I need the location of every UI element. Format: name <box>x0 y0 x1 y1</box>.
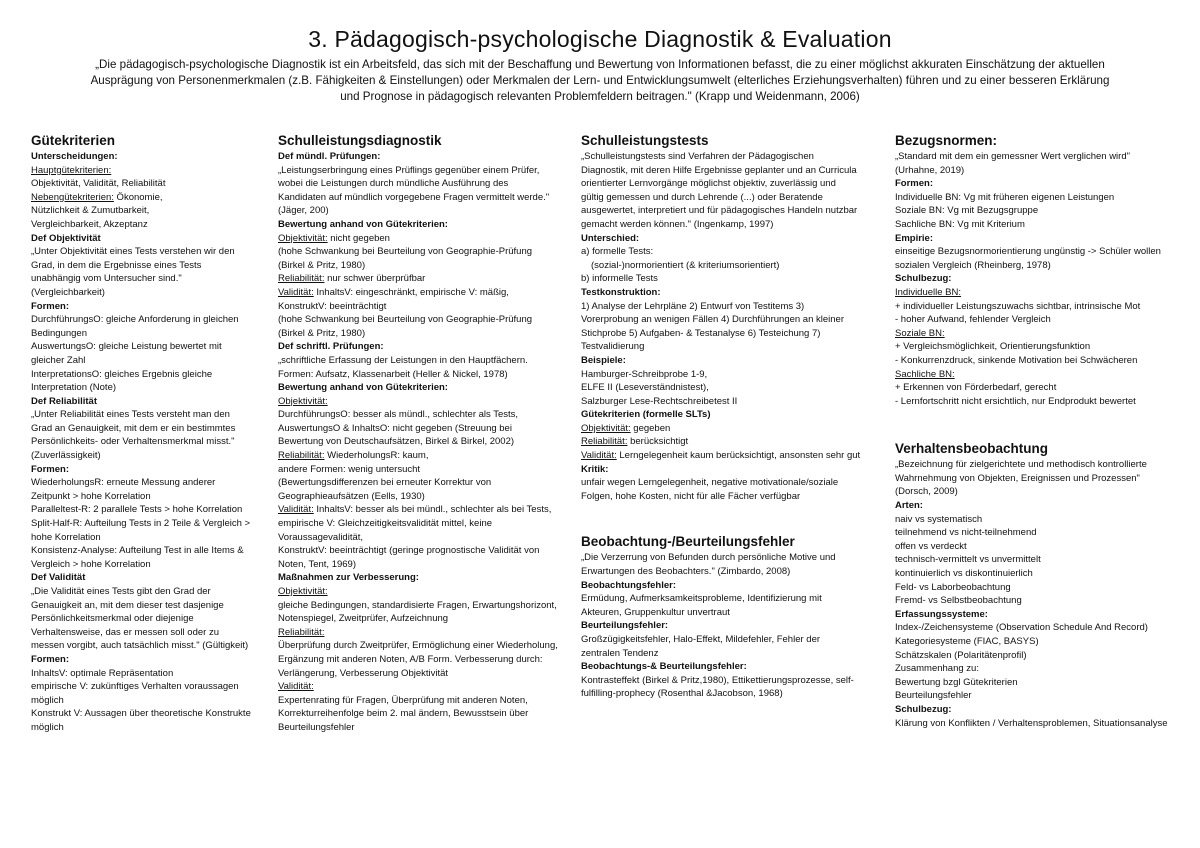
subheading: Unterscheidungen: <box>31 151 118 162</box>
line-text: InhaltsV: eingeschränkt, empirische V: mäßig, KonstruktV: beeinträchtigt <box>278 286 509 312</box>
text-line: empirische V: zukünftiges Verhalten voraussagen möglich <box>31 681 239 706</box>
text-line: DurchführungsO: besser als mündl., schlechter als Tests, AuswertungsO & InhaltsO: nicht gegeben (Streuung bei Bewertung von Deutschaufsätzen, Birkel & Birkel, 2002) <box>278 409 519 448</box>
underlined-label: Hauptgütekriterien: <box>31 164 112 176</box>
text-line: Hamburger-Schreibprobe 1-9, <box>581 368 708 380</box>
text-line: Schätzskalen (Polaritätenprofil) <box>895 649 1027 661</box>
line-text: Lerngelegenheit kaum berücksichtigt, ansonsten sehr gut <box>616 450 861 462</box>
text-line: Soziale BN: Vg mit Bezugsgruppe <box>895 205 1039 217</box>
text-line: einseitige Bezugsnormorientierung ungünstig -> Schüler wollen sozialen Vergleich (Rheinberg, 1978) <box>895 246 1161 271</box>
text-line: andere Formen: wenig untersucht <box>278 463 421 475</box>
underlined-label: Validität: <box>278 504 314 516</box>
text-line: Beurteilungsfehler <box>895 690 972 702</box>
section-verhaltensbeobachtung <box>895 440 1171 730</box>
section-title: Bezugsnormen: <box>895 133 998 148</box>
underlined-label: Soziale BN: <box>895 327 945 339</box>
line-text: Ökonomie, <box>113 191 163 203</box>
subheading: Beobachtungsfehler: <box>581 579 677 591</box>
subheading: Bewertung anhand von Gütekriterien: <box>278 382 448 394</box>
text-line: ELFE II (Leseverständnistest), <box>581 382 709 394</box>
text-line: KonstruktV: beeinträchtigt (geringe prognostische Validität von Noten, Tent, 1969) <box>278 545 540 570</box>
labeled-line <box>278 232 558 246</box>
subheading: Def Objektivität <box>31 232 101 244</box>
underlined-label: Reliabilität: <box>278 450 325 462</box>
subheading: Def Reliabilität <box>31 395 97 407</box>
text-line: „Unter Reliabilität eines Tests versteht man den Grad an Genauigkeit, mit dem er ein bestimmtes Persönlichkeits- oder Verhaltensmerkmal misst." (Zuverlässigkeit) <box>31 409 236 462</box>
text-line: „Die Validität eines Tests gibt den Grad der Genauigkeit an, mit dem dieser test dasjenige Persönlichkeitsmerkmal oder diejenige Verhaltensweise, das er messen soll oder zu messen vorgibt, auch tatsächlich misst." (Gültigkeit) <box>31 586 249 652</box>
section-guetekriterien <box>31 132 253 735</box>
text-line: offen vs verdeckt <box>895 540 967 552</box>
line-text: gegeben <box>630 422 671 434</box>
text-line: „Standard mit dem ein gemessner Wert verglichen wird" (Urhahne, 2019) <box>895 151 1130 176</box>
text-line: gleiche Bedingungen, standardisierte Fragen, Erwartungshorizont, Notenspiegel, Zweitprüfer, Aufzeichnung <box>278 599 557 625</box>
text-line: Zusammenhang zu: <box>895 663 979 675</box>
text-line: Kontrasteffekt (Birkel & Pritz,1980), Ettikettierungsprozesse, self-fulfilling-prophecy (Rosenthal &Jacobson, 1968) <box>581 674 854 700</box>
text-line: Kategoriesysteme (FIAC, BASYS) <box>895 636 1039 647</box>
text-line: „Unter Objektivität eines Tests verstehen wir den Grad, in dem die Ergebnisse eines Tests unabhängig vom Untersucher sind." (Vergleichbarkeit) <box>31 246 235 298</box>
text-line: Vergleichbarkeit, Akzeptanz <box>31 218 148 230</box>
line-text: nur schwer überprüfbar <box>324 273 426 285</box>
line-text: nicht gegeben <box>327 232 390 244</box>
text-line: Bewertung bzgl Gütekriterien <box>895 676 1018 688</box>
text-line: technisch-vermittelt vs unvermittelt <box>895 554 1041 566</box>
underlined-label: Objektivität: <box>278 232 328 244</box>
section-title: Beobachtung-/Beurteilungsfehler <box>581 534 795 550</box>
text-line: „Schulleistungstests sind Verfahren der Pädagogischen Diagnostik, mit deren Hilfe Ergebnisse geplanter und an Curricula orientierter Lernvorgänge möglichst objektiv, zuverlässig und gültig gemessen und durch Lehrende (...) oder Beratende ausgewertet, interpretiert und für pädagogisches Handeln nutzbar gemacht werden können." (Ingenkamp, 1997) <box>581 151 858 230</box>
section-schulleistungstests <box>581 132 861 503</box>
text-line: - Lernfortschritt nicht ersichtlich, nur Endprodukt bewertet <box>895 395 1136 407</box>
column-4 <box>895 132 1171 730</box>
subheading: Gütekriterien (formelle SLTs) <box>581 409 711 421</box>
labeled-line <box>31 191 253 205</box>
text-line: + Vergleichsmöglichkeit, Orientierungsfunktion <box>895 341 1091 353</box>
subheading: Testkonstruktion: <box>581 286 661 298</box>
subheading: Beobachtungs-& Beurteilungsfehler: <box>581 661 747 673</box>
text-line: „Bezeichnung für zielgerichtete und methodisch kontrollierte Wahrnehmung von Objekten, Ereignissen und Prozessen" (Dorsch, 2009) <box>895 459 1147 498</box>
underlined-label: Objektivität: <box>278 586 328 597</box>
text-line: Großzügigkeitsfehler, Halo-Effekt, Mildefehler, Fehler der zentralen Tendenz <box>581 634 821 659</box>
column-3 <box>581 132 861 701</box>
intro-quote: „Die pädagogisch-psychologische Diagnostik ist ein Arbeitsfeld, das sich mit der Beschaffung und Bewertung von Informationen befasst, die zu einer möglichst akkuraten Einschätzung der aktuellen Ausprägung von Personenmerkmalen (z.B. Fähigkeiten & Einstellungen) oder Merkmalen der Lern- und Entwicklungsumwelt (elterliches Erziehungsverhalten) führen und zu einer besseren Erklärung und Prognose in pädagogisch relevanten Problemfeldern beitragen." (Krapp und Weidenmann, 2006) <box>90 58 1110 103</box>
text-line: Feld- vs Laborbeobachtung <box>895 581 1011 593</box>
text-line: Sachliche BN: Vg mit Kriterium <box>895 218 1025 230</box>
text-line: Paralleltest-R: 2 parallele Tests > hohe Korrelation <box>31 504 243 516</box>
subheading: Schulbezug: <box>895 273 952 285</box>
line-text: berücksichtigt <box>627 436 689 448</box>
subheading: Beispiele: <box>581 354 626 366</box>
labeled-line <box>581 435 861 449</box>
subheading: Unterschied: <box>581 232 640 244</box>
text-line: DurchführungsO: gleiche Anforderung in gleichen Bedingungen <box>31 314 239 339</box>
labeled-line <box>278 503 558 544</box>
text-line: AuswertungsO: gleiche Leistung bewertet mit gleicher Zahl <box>31 341 222 366</box>
underlined-label: Individuelle BN: <box>895 286 962 298</box>
underlined-label: Validität: <box>581 450 617 462</box>
subheading: Def Validität <box>31 572 86 584</box>
text-line: (hohe Schwankung bei Beurteilung von Geographie-Prüfung (Birkel & Pritz, 1980) <box>278 314 533 339</box>
text-line: InterpretationsO: gleiches Ergebnis gleiche Interpretation (Note) <box>31 368 213 394</box>
underlined-label: Sachliche BN: <box>895 368 955 380</box>
text-line: Konstrukt V: Aussagen über theoretische Konstrukte möglich <box>31 708 251 733</box>
text-line: Ermüdung, Aufmerksamkeitsprobleme, Identifizierung mit Akteuren, Gruppenkultur unvertraut <box>581 593 822 618</box>
text-line: naiv vs systematisch <box>895 513 983 525</box>
subheading: Formen: <box>31 463 69 475</box>
text-line: (Bewertungsdifferenzen bei erneuter Korrektur von Geographieaufsätzen (Eells, 1930) <box>278 477 492 502</box>
section-title: Schulleistungstests <box>581 133 709 148</box>
text-line: - hoher Aufwand, fehlender Vergleich <box>895 314 1051 326</box>
text-line: unfair wegen Lerngelegenheit, negative motivationale/soziale Folgen, hohe Kosten, nicht für alle Fächer verfügbar <box>581 477 839 502</box>
section-beobachtungsfehler <box>581 533 861 701</box>
text-line: Split-Half-R: Aufteilung Tests in 2 Teile & Vergleich > hohe Korrelation <box>31 518 251 543</box>
text-line: Überprüfung durch Zweitprüfer, Ermöglichung einer Wiederholung, Ergänzung mit anderen Noten, A/B Form. Verbesserung durch: Verlängerung, Verbesserung Objektivität <box>278 640 558 679</box>
subheading: Formen: <box>31 653 69 665</box>
text-line: Klärung von Konflikten / Verhaltensproblemen, Situationsanalyse <box>895 717 1168 729</box>
text-line: Expertenrating für Fragen, Überprüfung mit anderen Noten, Korrekturreihenfolge beim 2. mal ändern, Bewusstsein über Beurteilungsfehler <box>278 694 529 733</box>
text-line: Fremd- vs Selbstbeobachtung <box>895 595 1022 607</box>
text-line: „Die Verzerrung von Befunden durch persönliche Motive und Erwartungen des Beobachters." (Zimbardo, 2008) <box>581 552 836 578</box>
subheading: Schulbezug: <box>895 703 952 715</box>
underlined-label: Reliabilität: <box>278 626 325 638</box>
text-line: + Erkennen von Förderbedarf, gerecht <box>895 382 1057 394</box>
text-line: kontinuierlich vs diskontinuierlich <box>895 568 1033 580</box>
text-line: „Leistungserbringung eines Prüflings gegenüber einem Prüfer, wobei die Leistungen durch mündliche Ausführung des Kandidaten auf mündlich vorgegebene Fragen vermittelt werde." (Jäger, 200) <box>278 164 550 217</box>
underlined-label: Validität: <box>278 286 314 298</box>
text-line: teilnehmend vs nicht-teilnehmend <box>895 527 1037 539</box>
section-title: Gütekriterien <box>31 133 116 148</box>
section-schulleistungsdiagnostik <box>278 132 558 735</box>
underlined-label: Reliabilität: <box>581 436 628 448</box>
section-title: Verhaltensbeobachtung <box>895 441 1049 457</box>
labeled-line <box>278 272 558 286</box>
line-text: WiederholungsR: kaum, <box>324 450 429 462</box>
underlined-label: Reliabilität: <box>278 273 325 285</box>
section-bezugsnormen <box>895 132 1171 408</box>
section-title: Schulleistungsdiagnostik <box>278 133 442 148</box>
labeled-line <box>581 422 861 436</box>
text-line: b) informelle Tests <box>581 273 658 285</box>
column-1 <box>31 132 253 735</box>
text-line: Salzburger Lese-Rechtschreibetest II <box>581 395 738 407</box>
page-title: 3. Pädagogisch-psychologische Diagnostik & Evaluation <box>308 26 892 52</box>
text-line: (sozial-)normorientiert (& kriteriumsorientiert) <box>591 259 780 271</box>
subheading: Def mündl. Prüfungen: <box>278 151 381 162</box>
subheading: Beurteilungsfehler: <box>581 620 669 632</box>
underlined-label: Validität: <box>278 681 314 693</box>
subheading: Kritik: <box>581 463 609 475</box>
text-line: Individuelle BN: Vg mit früheren eigenen Leistungen <box>895 191 1115 203</box>
text-line: WiederholungsR: erneute Messung anderer Zeitpunkt > hohe Korrelation <box>31 477 216 502</box>
text-line: InhaltsV: optimale Repräsentation <box>31 667 174 679</box>
text-line: Index-/Zeichensysteme (Observation Schedule And Record) <box>895 622 1148 634</box>
subheading: Erfassungssysteme: <box>895 608 988 620</box>
line-text: InhaltsV: besser als bei mündl., schlechter als bei Tests, empirische V: Gleichzeitigkeitsvalidität mittel, keine Voraussagevalidität, <box>278 504 552 543</box>
subheading: Empirie: <box>895 232 934 244</box>
underlined-label: Objektivität: <box>278 395 328 407</box>
subheading: Formen: <box>895 178 933 190</box>
text-line: Nützlichkeit & Zumutbarkeit, <box>31 205 150 217</box>
subheading: Def schriftl. Prüfungen: <box>278 341 384 353</box>
text-line: - Konkurrenzdruck, sinkende Motivation bei Schwächeren <box>895 354 1138 366</box>
text-line: Konsistenz-Analyse: Aufteilung Test in alle Items & Vergleich > hohe Korrelation <box>31 545 244 570</box>
underlined-label: Objektivität: <box>581 422 631 434</box>
subheading: Maßnahmen zur Verbesserung: <box>278 572 419 584</box>
subheading: Formen: <box>31 300 69 312</box>
labeled-line <box>278 449 558 463</box>
labeled-line <box>278 286 558 313</box>
subheading: Bewertung anhand von Gütekriterien: <box>278 218 448 230</box>
text-line: (hohe Schwankung bei Beurteilung von Geographie-Prüfung (Birkel & Pritz, 1980) <box>278 246 533 271</box>
subheading: Arten: <box>895 500 923 512</box>
text-line: „schriftliche Erfassung der Leistungen in den Hauptfächern. Formen: Aufsatz, Klassenarbeit (Heller & Nickel, 1978) <box>278 354 528 380</box>
text-line: Objektivität, Validität, Reliabilität <box>31 178 166 190</box>
underlined-label: Nebengütekriterien: <box>31 191 114 203</box>
text-line: + individueller Leistungszuwachs sichtbar, intrinsische Mot <box>895 300 1141 312</box>
column-2 <box>278 132 558 735</box>
text-line: a) formelle Tests: <box>581 246 654 258</box>
labeled-line <box>581 449 861 463</box>
text-line: 1) Analyse der Lehrpläne 2) Entwurf von Testitems 3) Vorerprobung an wenigen Fällen 4) Durchführungen an kleiner Stichprobe 5) Aufgaben- & Testanalyse 6) Testeichung 7) Testvalidierung <box>581 300 845 353</box>
